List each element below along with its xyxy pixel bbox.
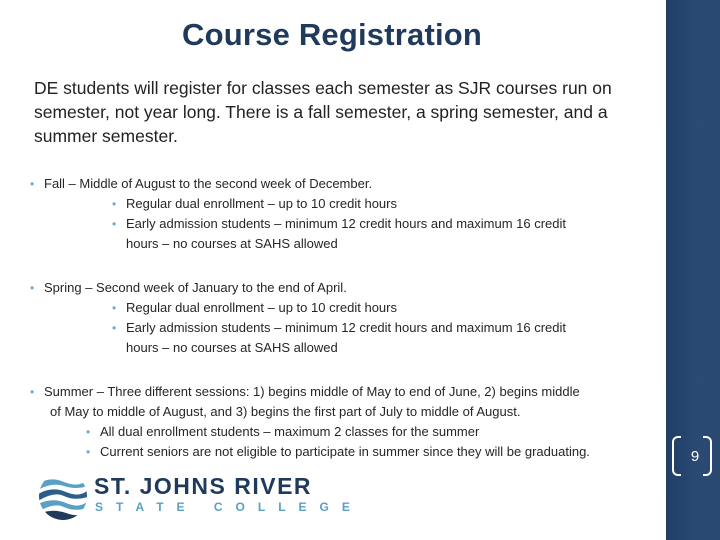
page-number: 9 (690, 448, 700, 465)
bullet-icon: • (30, 177, 35, 191)
spring-sub2-cont: hours – no courses at SAHS allowed (126, 340, 338, 355)
bullet-icon: • (30, 385, 35, 399)
page-bracket-left-icon (672, 436, 681, 476)
college-subtitle: STATE COLLEGE (95, 500, 363, 514)
fall-line: Fall – Middle of August to the second week of December. (44, 176, 373, 191)
fall-sub1: Regular dual enrollment – up to 10 credit hours (126, 196, 397, 211)
summer-line: Summer – Three different sessions: 1) begins middle of May to end of June, 2) begins middle (44, 384, 580, 399)
spring-line: Spring – Second week of January to the end of April. (44, 280, 347, 295)
fall-sub2-cont: hours – no courses at SAHS allowed (126, 236, 338, 251)
bullet-icon: • (30, 281, 35, 295)
spring-sub2: Early admission students – minimum 12 credit hours and maximum 16 credit (126, 320, 567, 335)
intro-paragraph: DE students will register for classes each semester as SJR courses run on semester, not year long. There is a fall semester, a spring semester, and a summer semester. (34, 78, 612, 146)
summer-sub1: All dual enrollment students – maximum 2 classes for the summer (100, 424, 480, 439)
slide-title: Course Registration (182, 17, 483, 52)
college-logo-icon (38, 470, 88, 522)
fall-sub2: Early admission students – minimum 12 credit hours and maximum 16 credit (126, 216, 567, 231)
bullet-icon: • (112, 197, 117, 211)
bullet-icon: • (112, 217, 117, 231)
college-name: ST. JOHNS RIVER (94, 473, 313, 499)
bullet-icon: • (112, 301, 117, 315)
spring-sub1: Regular dual enrollment – up to 10 credit hours (126, 300, 397, 315)
bullet-icon: • (86, 425, 91, 439)
bullet-icon: • (86, 445, 91, 459)
summer-line2: of May to middle of August, and 3) begins the first part of July to middle of August. (50, 404, 521, 419)
bullet-icon: • (112, 321, 117, 335)
summer-sub2: Current seniors are not eligible to participate in summer since they will be graduating. (100, 444, 590, 459)
